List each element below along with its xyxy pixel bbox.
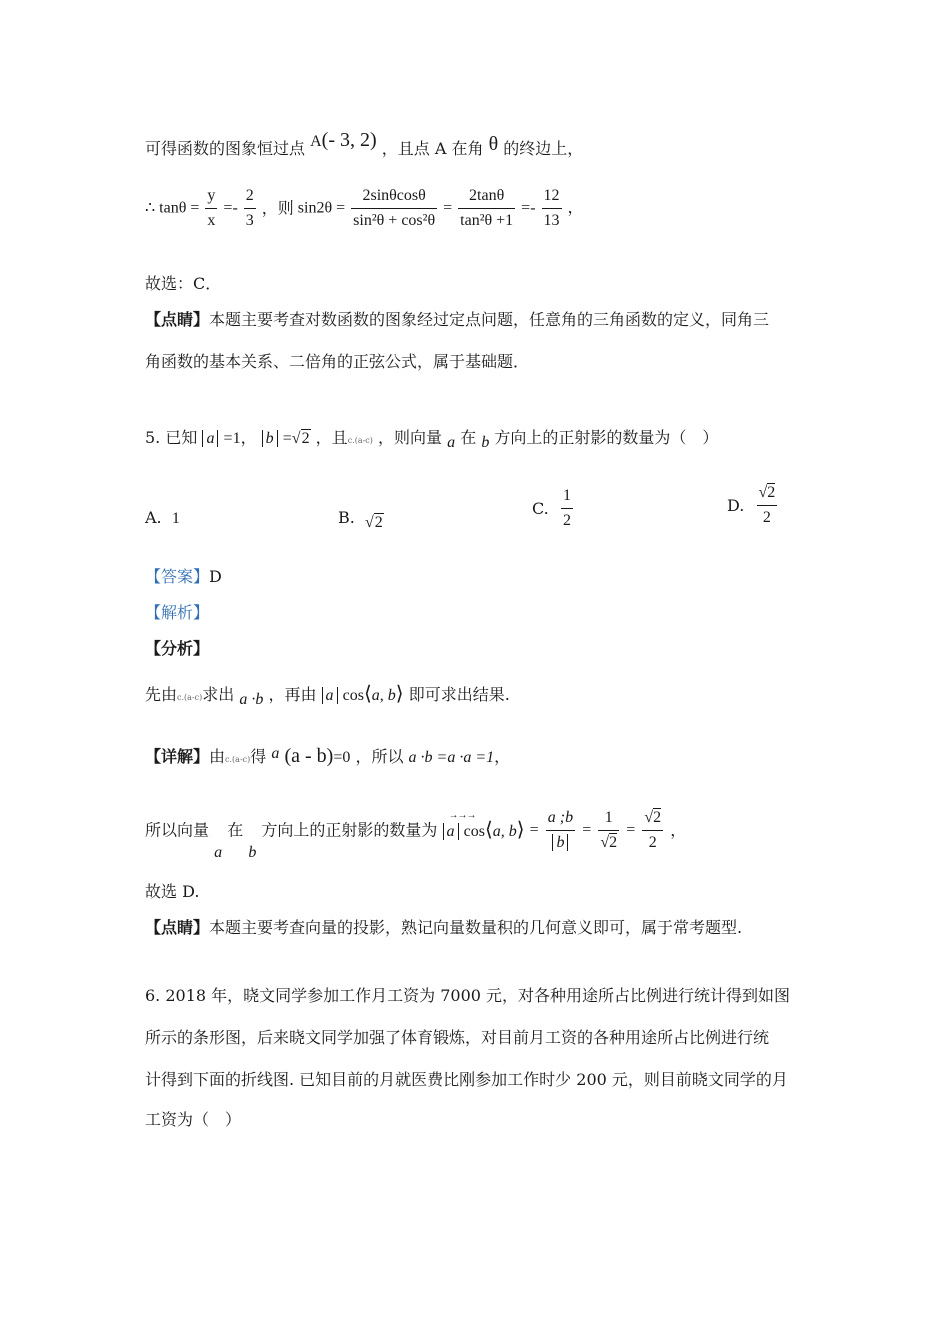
frac-den: 3 [245,212,254,229]
frac-den: b [552,834,568,851]
tag-dianjing: 【点睛】 [145,310,210,329]
text-line-fixed-point [145,129,584,160]
frac-num: 1 [561,486,573,509]
radicand: 2 [301,430,310,447]
eq-sign: = [529,821,539,839]
text-segment: ，且 [315,428,348,447]
comma: ， [670,820,687,840]
text-segment: 即可求出结果. [408,685,510,704]
frac-num: 2sinθcosθ [351,186,437,209]
question-6-line-4: 工资为（ ） [145,1110,242,1129]
sqrt-2: √2 [291,430,310,447]
frac-den: sin²θ + cos²θ [353,212,436,229]
comma: ， [494,747,511,766]
angle-ab: a, b [371,687,396,704]
tiny-expr: c.(a-c) [347,436,373,445]
sin-expr: sin2θ = [297,199,346,217]
radicand: 2 [374,514,383,531]
text-segment: ，则 [261,198,294,218]
frac-den: 2 [609,834,618,851]
option-d [727,483,779,528]
abs-a: a [202,430,218,447]
question-5 [145,428,718,451]
text-segment: 先由 [145,685,178,704]
frac-num: 2 [244,186,256,209]
text-segment: 在 [460,428,477,447]
option-label: D. [727,496,745,515]
eq-sign: = [626,821,636,839]
eq-sign: =- [223,199,238,217]
fraction-tan [458,186,515,231]
text-segment: ，则向量 [378,428,443,447]
projection-line [145,808,687,861]
frac-num: a ;b [546,808,575,831]
frac-den: 2 [562,512,571,529]
projection-expr: →→→ a cos⟨a, b⟩ [443,820,525,842]
tag-analysis: 【解析】 [145,603,210,622]
text-segment: ，且点 A 在角 [381,139,484,158]
choice-conclusion: 故选：C． [145,274,222,293]
text-segment: 的终边上， [503,139,584,158]
text-segment: 得 [250,747,267,766]
frac-num: y [205,186,217,209]
tag-detail: 【详解】 [145,747,210,766]
math-point [310,129,377,151]
text-segment: 由 [209,747,226,766]
option-c [532,486,575,531]
comma: ， [567,199,584,217]
eq-sign: =- [521,199,536,217]
fraction-2-3 [244,186,256,231]
tag-dianjing: 【点睛】 [145,918,210,937]
tiny-expr: c.(a-c) [225,755,251,764]
vector-arrows: →→→ [448,809,476,821]
answer-line [145,567,222,587]
fraction-sqrt2-2 [757,483,778,528]
fraction-ab-over-b [546,808,575,853]
fraction-y-x [205,186,217,231]
frac-num: 2 [653,809,662,826]
vector-b: b [248,844,257,861]
frac-den: 2 [648,834,657,851]
cos-label: cos [342,687,364,704]
fenxi-line: 先由c.(a-c)求出 a ·b ，再由 a cos⟨a, b⟩ 即可求出结果. [145,683,510,708]
point-label: A [310,133,322,150]
eq-sign: = [582,821,592,839]
detail-line [145,746,510,770]
option-label: C. [532,499,549,518]
question-number: 5. 已知 [145,428,198,447]
angle-ab: a, b [492,822,517,840]
text-segment: 在 [227,820,244,840]
paren-expr: (a - b) [284,745,334,767]
tag-fenxi: 【分析】 [145,639,210,658]
frac-num: 2tanθ [458,186,515,209]
eq-text: =1， [223,430,257,447]
text-segment: 求出 [202,685,235,704]
abs-b: b [262,430,278,447]
option-value: 1 [171,510,180,527]
dot-expr: a ·b =a ·a =1 [408,749,495,766]
question-6-line-1: 6. 2018 年，晓文同学参加工作月工资为 7000 元，对各种用途所占比例进行统计得到如图 [145,986,791,1005]
text-segment: 方向上的正射影的数量为（ ） [494,428,719,447]
fraction-12-13 [542,186,562,231]
option-label: B. [338,508,355,527]
dianjing-line-2: 角函数的基本关系、二倍角的正弦公式，属于基础题． [145,352,530,371]
frac-num: 1 [598,808,619,831]
text-segment: 本题主要考查向量的投影，熟记向量数量积的几何意义即可，属于常考题型. [209,918,743,937]
eq-zero: =0 [333,749,351,766]
frac-den: 2 [762,509,771,526]
radicand: 2 [767,484,776,501]
eq-sign: = [443,199,453,217]
option-b [338,508,384,531]
dianjing-line-1 [145,310,769,330]
text-segment: 所以向量 [145,820,210,840]
theta-symbol: θ [488,133,499,155]
fraction-sqrt2-2: $\frac{√2}{2}$ [644,809,662,851]
abs-a: a [322,687,338,704]
sqrt-2: √2 [365,514,383,531]
dot-product: a ·b [239,691,264,708]
question-6-line-2: 所示的条形图，后来晓文同学加强了体育锻炼，对目前月工资的各种用途所占比例进行统 [145,1028,770,1047]
point-coords: (- 3, 2) [321,129,377,151]
dianjing-line-3 [145,918,742,938]
option-a [145,508,180,528]
eq-sign: = [282,430,292,447]
vector-a: a [214,844,223,861]
vector-a: a [271,745,280,762]
fraction-sin-cos [351,186,437,231]
tag-answer: 【答案】 [145,567,210,586]
tiny-expr: c.(a-c) [177,693,203,702]
text-segment: ，所以 [355,747,404,766]
abs-a: a [443,823,459,840]
text-segment: ，再由 [268,685,317,704]
text-segment: 本题主要考查对数函数的图象经过定点问题，任意角的三角函数的定义，同角三 [209,310,770,329]
frac-num: √2 [757,483,778,506]
fraction-1-sqrt2: $\frac{1}{√2}$ [600,809,618,851]
frac-den: x [207,212,216,229]
text-segment: 方向上的正射影的数量为 [261,820,438,840]
option-label: A. [145,508,162,527]
question-6-line-3: 计得到下面的折线图. 已知目前的月就医费比刚参加工作时少 200 元，则目前晓文同学的月 [145,1070,788,1089]
math-line-tan [145,186,584,231]
frac-den: 13 [543,212,560,229]
choice-conclusion-2: 故选 D. [145,882,200,901]
answer-value: D [209,567,222,586]
cos-label: cos [463,822,485,840]
vector-a: a [447,434,456,451]
fraction-1-2 [561,486,573,531]
tan-expr: ∴ tanθ = [145,199,200,217]
vector-b: b [481,434,490,451]
frac-den: tan²θ +1 [460,212,514,229]
text-segment: 可得函数的图象恒过点 [145,139,306,158]
frac-num: 12 [542,186,562,209]
